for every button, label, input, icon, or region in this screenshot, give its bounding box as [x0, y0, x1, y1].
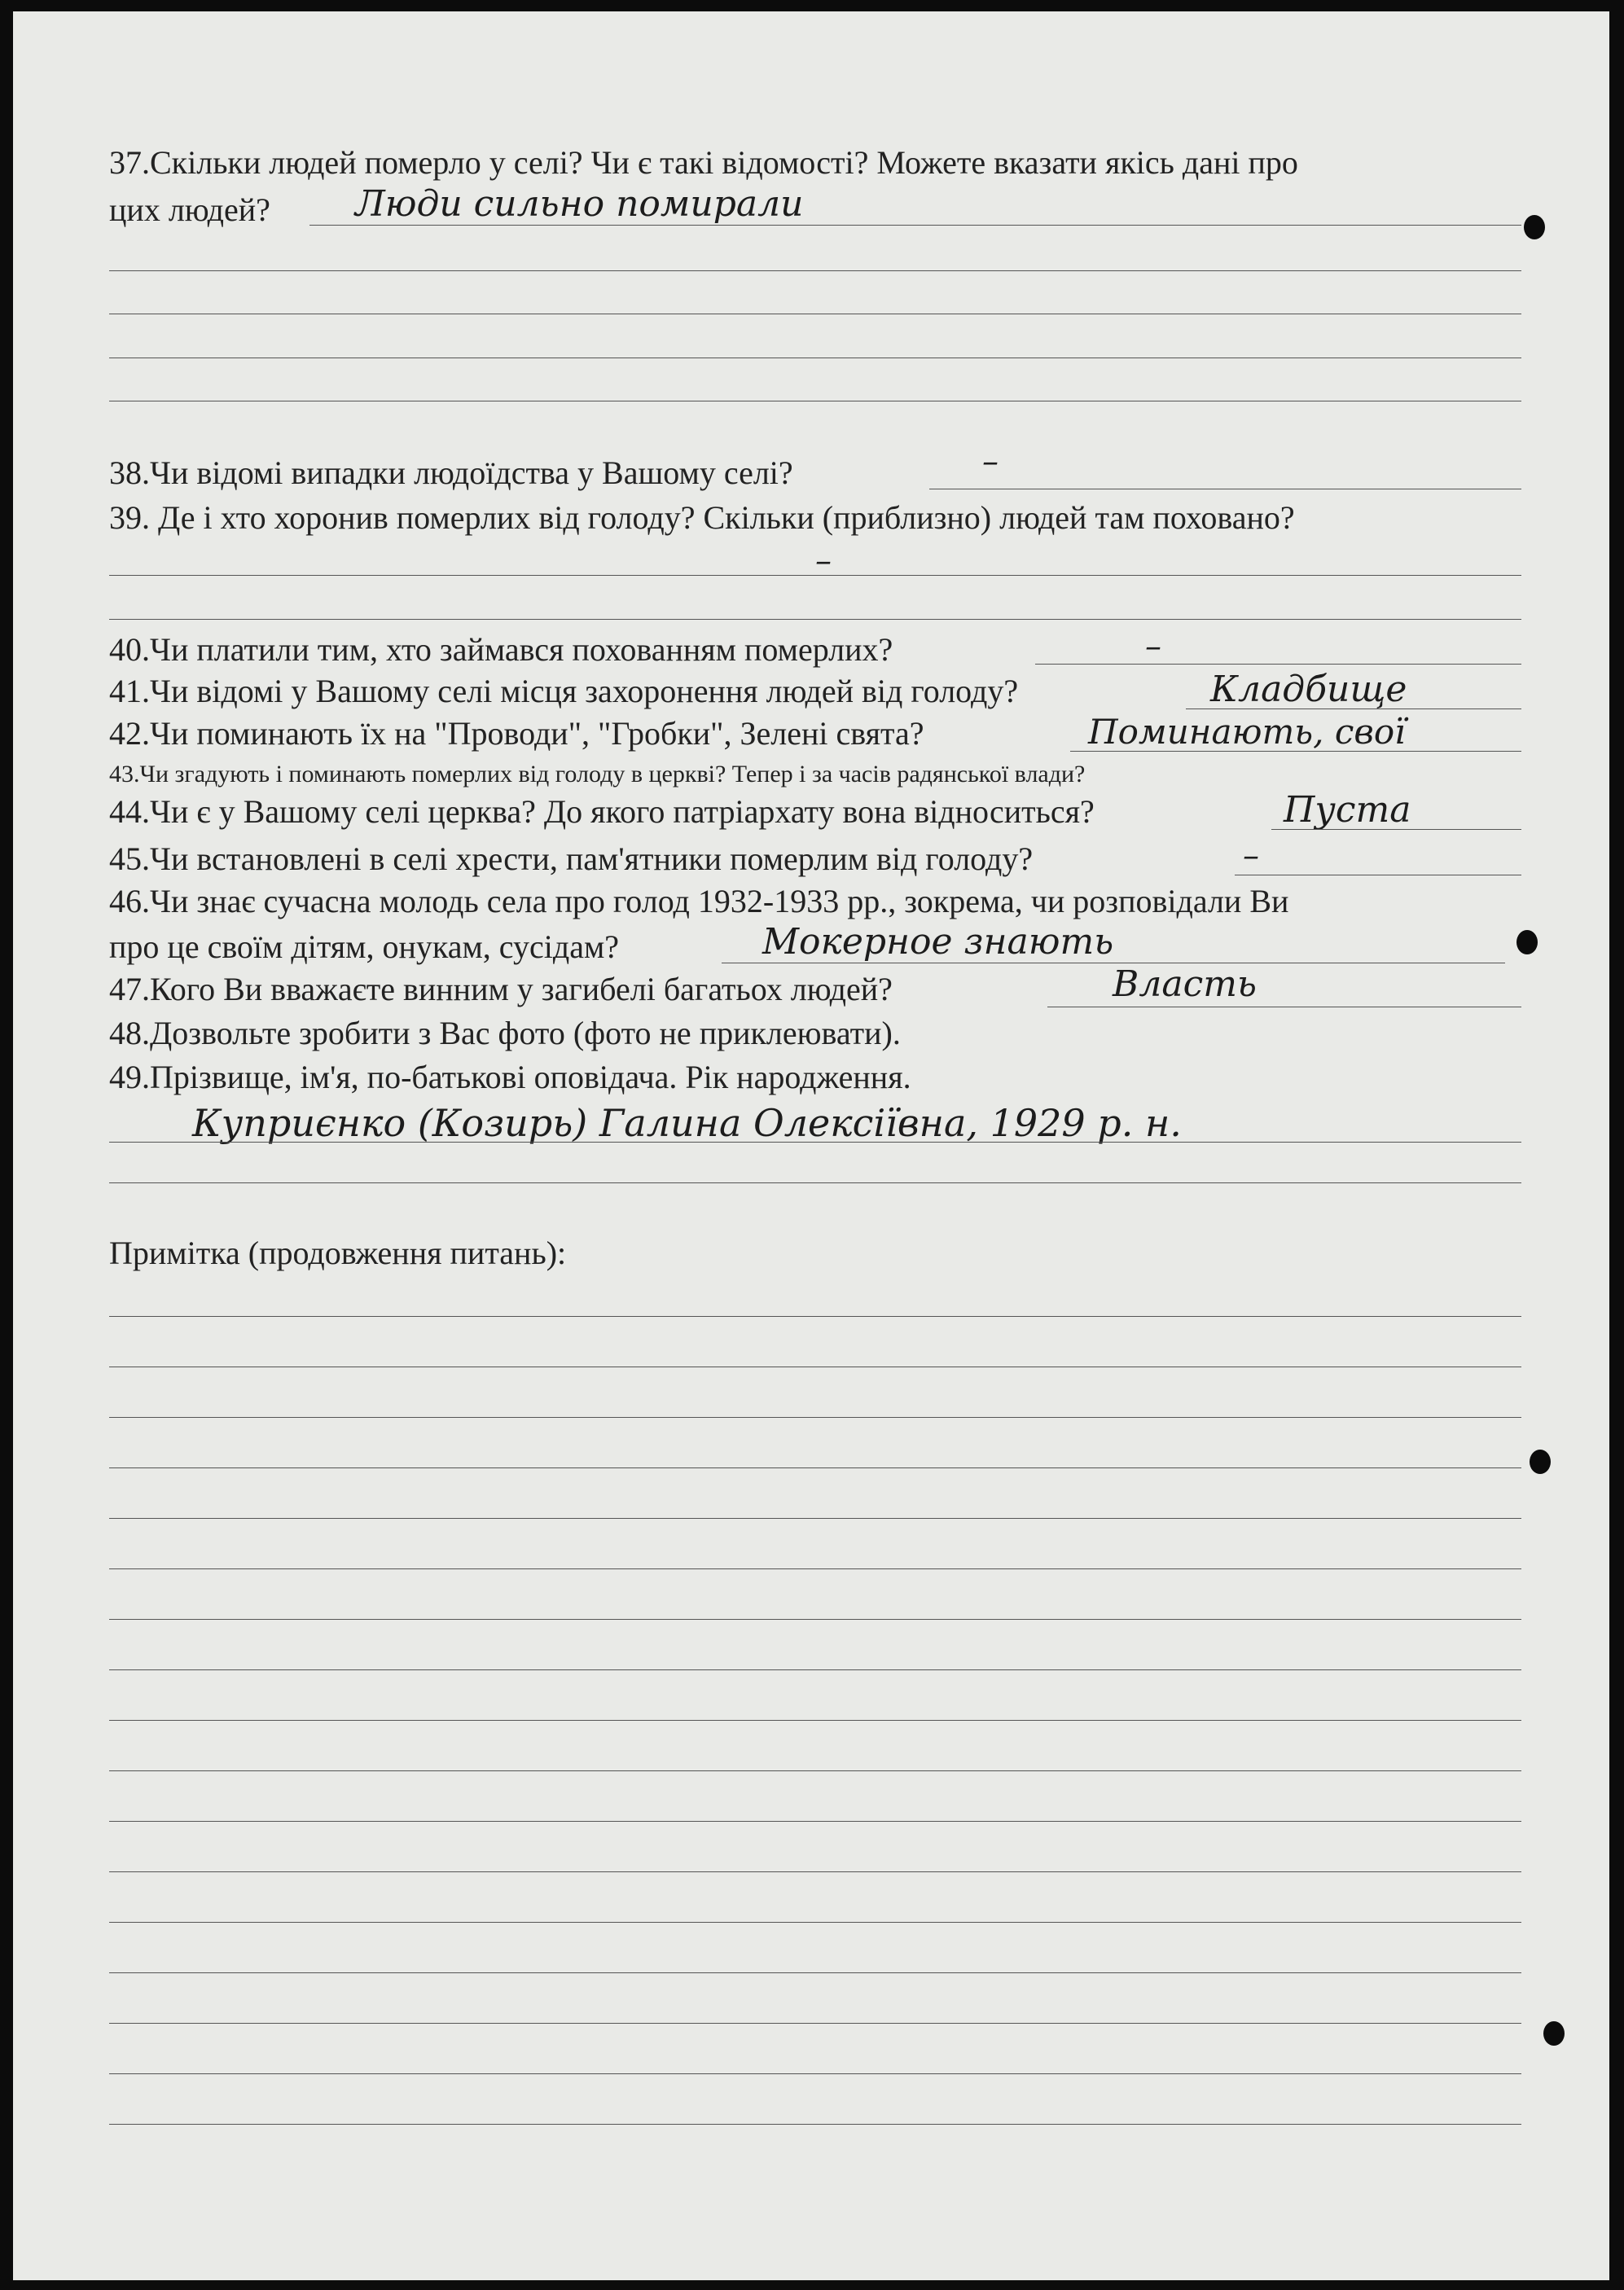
- answer-line: [1186, 708, 1521, 709]
- answer-41: Кладбище: [1210, 669, 1407, 710]
- note-line: [109, 1619, 1521, 1620]
- answer-line: [1035, 664, 1521, 665]
- note-line: [109, 1972, 1521, 1973]
- answer-38: –: [982, 443, 999, 480]
- question-37-line-2: цих людей?: [109, 191, 270, 228]
- answer-42: Поминають, свої: [1088, 712, 1406, 752]
- questionnaire-page: [13, 11, 1609, 2280]
- question-45: 45.Чи встановлені в селі хрести, пам'ятники померлим від голоду?: [109, 840, 1034, 877]
- note-line: [109, 1669, 1521, 1670]
- answer-37: Люди сильно помирали: [355, 183, 804, 225]
- note-label: Примітка (продовження питань):: [109, 1235, 567, 1271]
- answer-line: [109, 575, 1521, 576]
- question-44: 44.Чи є у Вашому селі церква? До якого патріархату вона відноситься?: [109, 793, 1095, 830]
- question-43: 43.Чи згадують і поминають померлих від голоду в церкві? Тепер і за часів радянської влади?: [109, 761, 1086, 787]
- note-line: [109, 2073, 1521, 2074]
- note-line: [109, 1821, 1521, 1822]
- question-38: 38.Чи відомі випадки людоїдства у Вашому селі?: [109, 454, 793, 491]
- note-line: [109, 2023, 1521, 2024]
- punch-hole: [1530, 1450, 1551, 1474]
- note-line: [109, 1417, 1521, 1418]
- question-37-line-1: 37.Скільки людей померло у селі? Чи є такі відомості? Можете вказати якісь дані про: [109, 144, 1298, 181]
- note-line: [109, 1770, 1521, 1771]
- question-48: 48.Дозвольте зробити з Вас фото (фото не приклеювати).: [109, 1015, 901, 1051]
- question-40: 40.Чи платили тим, хто займався похованням померлих?: [109, 631, 893, 668]
- punch-hole: [1524, 215, 1545, 239]
- question-39: 39. Де і хто хоронив померлих від голоду? Скільки (приблизно) людей там поховано?: [109, 499, 1295, 536]
- question-46-line-1: 46.Чи знає сучасна молодь села про голод 1932-1933 рр., зокрема, чи розповідали Ви: [109, 883, 1289, 919]
- answer-49: Куприєнко (Козирь) Галина Олексіївна, 1929 р. н.: [192, 1101, 1182, 1145]
- answer-line: [1271, 829, 1521, 830]
- note-line: [109, 1871, 1521, 1872]
- answer-39: –: [815, 542, 832, 580]
- note-line: [109, 1316, 1521, 1317]
- answer-line: [109, 1142, 1521, 1143]
- question-47: 47.Кого Ви вважаєте винним у загибелі багатьох людей?: [109, 971, 893, 1007]
- punch-hole: [1516, 930, 1538, 954]
- question-42: 42.Чи поминають їх на "Проводи", "Гробки", Зелені свята?: [109, 715, 924, 752]
- note-line: [109, 1720, 1521, 1721]
- answer-44: Пуста: [1284, 789, 1411, 831]
- punch-hole: [1543, 2021, 1565, 2046]
- question-46-line-2: про це своїм дітям, онукам, сусідам?: [109, 928, 620, 965]
- note-line: [109, 1518, 1521, 1519]
- question-49: 49.Прізвище, ім'я, по-батькові оповідача. Рік народження.: [109, 1059, 911, 1095]
- answer-line: [109, 270, 1521, 271]
- note-line: [109, 1568, 1521, 1569]
- answer-40: –: [1145, 628, 1161, 665]
- note-line: [109, 1467, 1521, 1468]
- answer-46: Мокерное знають: [762, 921, 1114, 963]
- note-line: [109, 1922, 1521, 1923]
- answer-line: [309, 225, 1521, 226]
- answer-line: [109, 619, 1521, 620]
- note-line: [109, 2124, 1521, 2125]
- answer-line: [109, 1182, 1521, 1183]
- answer-line: [1070, 751, 1521, 752]
- question-41: 41.Чи відомі у Вашому селі місця захоронення людей від голоду?: [109, 673, 1019, 709]
- answer-47: Власть: [1113, 963, 1257, 1005]
- answer-45: –: [1243, 837, 1259, 875]
